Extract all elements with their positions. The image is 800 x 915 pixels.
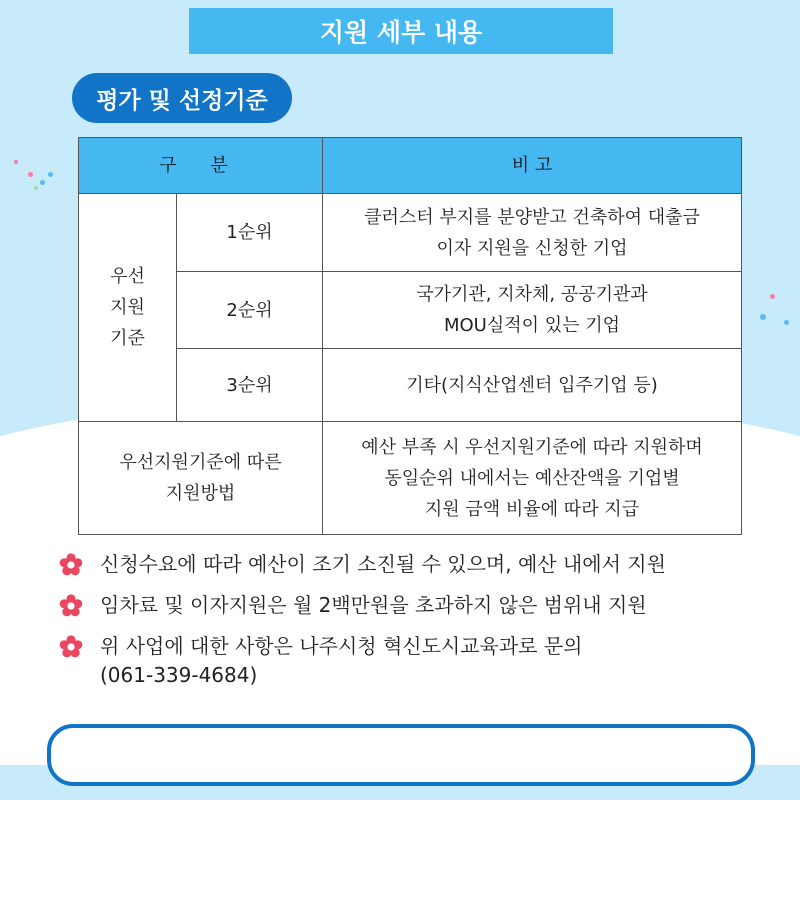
- priority-group-label: 우선 지원 기준: [79, 194, 177, 422]
- confetti-dot: [14, 160, 18, 164]
- confetti-dot: [760, 314, 766, 320]
- method-label: 우선지원기준에 따른 지원방법: [79, 422, 323, 535]
- header-remarks: 비 고: [323, 138, 742, 194]
- confetti-dot: [784, 320, 789, 325]
- remark-cell: 클러스터 부지를 분양받고 건축하여 대출금 이자 지원을 신청한 기업: [323, 194, 742, 272]
- flower-icon: [58, 593, 84, 619]
- remark-cell: 기타(지식산업센터 입주기업 등): [323, 349, 742, 422]
- rank-cell: 3순위: [177, 349, 323, 422]
- method-remark: 예산 부족 시 우선지원기준에 따라 지원하며 동일순위 내에서는 예산잔액을 기업별 지원 금액 비율에 따라 지급: [323, 422, 742, 535]
- confetti-dot: [48, 172, 53, 177]
- section-heading: 평가 및 선정기준: [72, 73, 292, 123]
- confetti-dot: [770, 294, 775, 299]
- bottom-rounded-box: [47, 724, 755, 786]
- table-header-row: [79, 138, 742, 194]
- note-text: 임차료 및 이자지원은 월 2백만원을 초과하지 않은 범위내 지원: [100, 593, 647, 617]
- list-item: [58, 550, 758, 579]
- table-row: [79, 422, 742, 535]
- header-category: 구 분: [79, 138, 323, 194]
- rank-cell: 2순위: [177, 272, 323, 349]
- note-text: 위 사업에 대한 사항은 나주시청 혁신도시교육과로 문의 (061-339-4684): [100, 634, 583, 687]
- rank-cell: 1순위: [177, 194, 323, 272]
- table-row: [79, 349, 742, 422]
- confetti-dot: [34, 186, 38, 190]
- list-item: [58, 632, 758, 690]
- remark-cell: 국가기관, 지차체, 공공기관과 MOU실적이 있는 기업: [323, 272, 742, 349]
- page-title: 지원 세부 내용: [189, 8, 613, 54]
- flower-icon: [58, 634, 84, 660]
- confetti-dot: [28, 172, 33, 177]
- note-text: 신청수요에 따라 예산이 조기 소진될 수 있으며, 예산 내에서 지원: [100, 552, 666, 576]
- flower-icon: [58, 552, 84, 578]
- list-item: [58, 591, 758, 620]
- table-row: [79, 272, 742, 349]
- criteria-table: [78, 137, 742, 535]
- table-row: [79, 194, 742, 272]
- confetti-dot: [40, 180, 45, 185]
- notes-list: [58, 550, 758, 702]
